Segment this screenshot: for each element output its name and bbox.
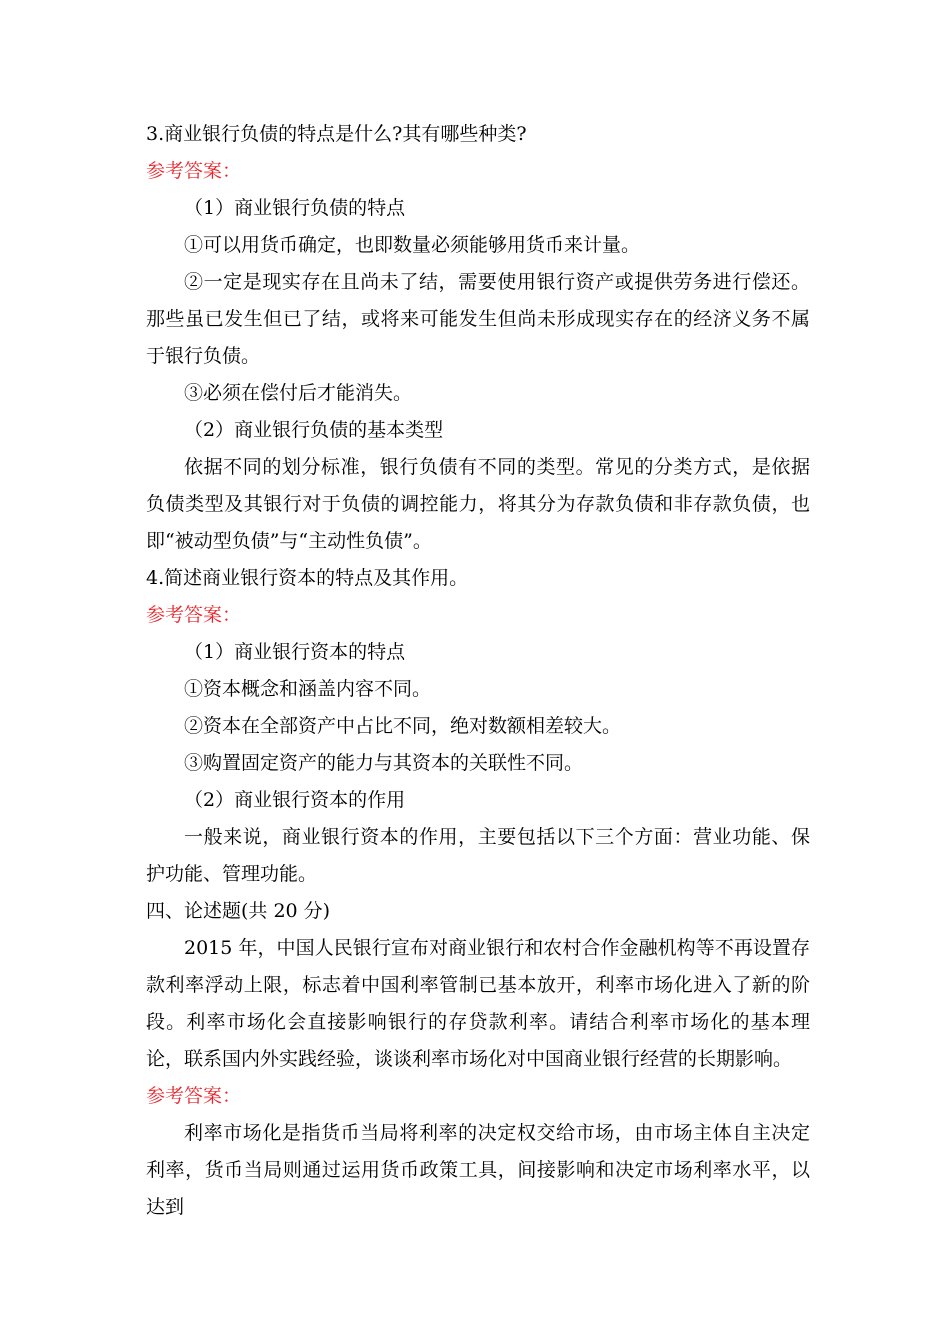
q3-sub1-title: （1）商业银行负债的特点 — [184, 197, 406, 219]
q4-sub1-title: （1）商业银行资本的特点 — [184, 641, 406, 663]
q4-item3: ③购置固定资产的能力与其资本的关联性不同。 — [184, 752, 584, 774]
section4-prompt: 2015 年，中国人民银行宣布对商业银行和农村合作金融机构等不再设置存款利率浮动上限，标志着中国利率管制已基本放开，利率市场化进入了新的阶段。利率市场化会直接影响银行的存贷款利率。请结合利率市场化的基本理论，联系国内外实践经验，谈谈利率市场化对中国商业银行经营的长期影响。 — [146, 937, 810, 1070]
q4-sub2-title: （2）商业银行资本的作用 — [184, 789, 406, 811]
section4-heading: 四、论述题(共 20 分) — [146, 900, 331, 922]
document-content — [146, 116, 810, 1226]
q4-answer-label: 参考答案： — [146, 604, 242, 626]
q4-item1: ①资本概念和涵盖内容不同。 — [184, 678, 432, 700]
q3-answer-label: 参考答案： — [146, 160, 242, 182]
q3-sub2-title: （2）商业银行负债的基本类型 — [184, 419, 444, 441]
q3-sub2-body: 依据不同的划分标准，银行负债有不同的类型。常见的分类方式，是依据负债类型及其银行对于负债的调控能力，将其分为存款负债和非存款负债，也即“被动型负债”与“主动性负债”。 — [146, 456, 810, 552]
q3-question: 3.商业银行负债的特点是什么?其有哪些种类? — [146, 123, 527, 145]
section4-answer-body: 利率市场化是指货币当局将利率的决定权交给市场，由市场主体自主决定利率，货币当局则通过运用货币政策工具，间接影响和决定市场利率水平，以达到 — [146, 1122, 810, 1218]
q3-item1: ①可以用货币确定，也即数量必须能够用货币来计量。 — [184, 234, 641, 256]
q4-question: 4.简述商业银行资本的特点及其作用。 — [146, 567, 469, 589]
q4-item2: ②资本在全部资产中占比不同，绝对数额相差较大。 — [184, 715, 622, 737]
q3-item3: ③必须在偿付后才能消失。 — [184, 382, 413, 404]
section4-answer-label: 参考答案： — [146, 1085, 242, 1107]
q3-item2: ②一定是现实存在且尚未了结，需要使用银行资产或提供劳务进行偿还。那些虽已发生但已了结，或将来可能发生但尚未形成现实存在的经济义务不属于银行负债。 — [146, 271, 810, 367]
q4-sub2-body: 一般来说，商业银行资本的作用，主要包括以下三个方面：营业功能、保护功能、管理功能。 — [146, 826, 810, 885]
